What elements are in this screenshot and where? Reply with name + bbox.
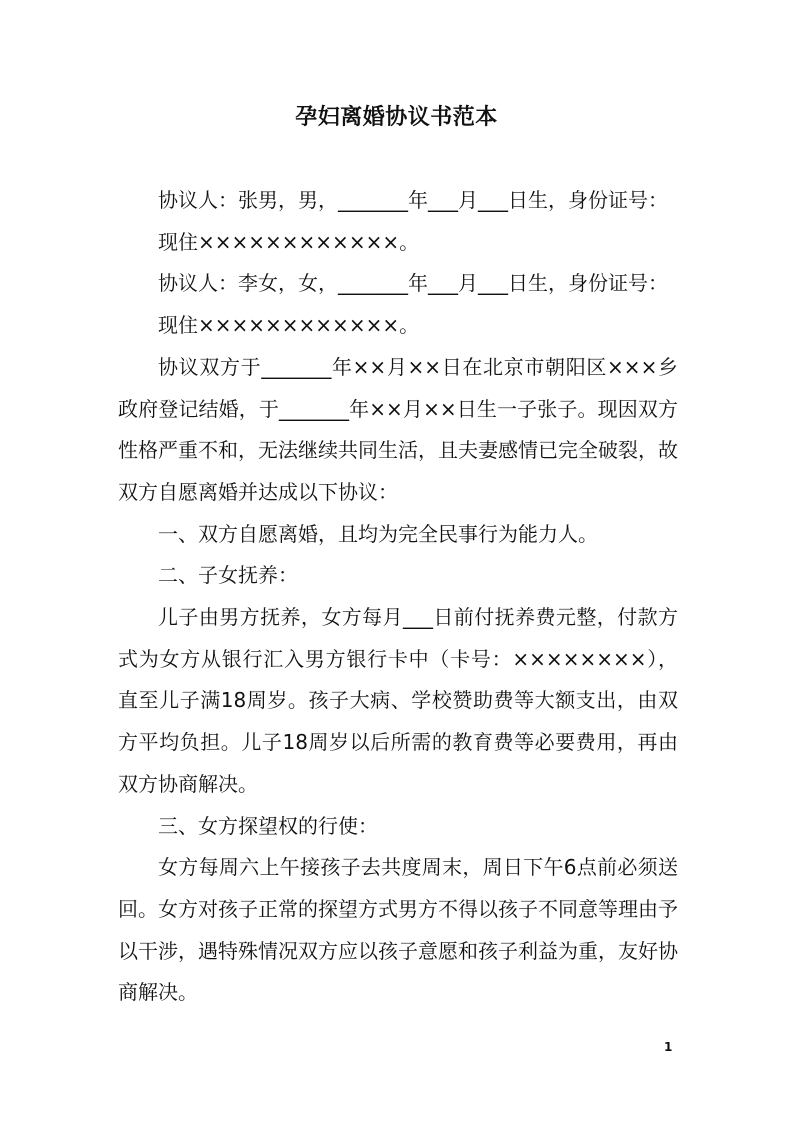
paragraph-party-a: 协议人：张男，男，_______年___月___日生，身份证号： (158, 188, 668, 212)
page-number: 1 (664, 1040, 673, 1054)
paragraph-clause-1: 一、双方自愿离婚，且均为完全民事行为能力人。 (158, 521, 598, 546)
paragraph-child-support: 儿子由男方抚养，女方每月___日前付抚养费元整，付款方式为女方从银行汇入男方银行卡中（卡号：××××××××），直至儿子满18周岁。孩子大病、学校赞助费等大额支出，由双方平均负担。儿子18周岁以后所需的教育费等必要费用，再由双方协商解决。 (118, 605, 678, 796)
paragraph-clause-3-heading: 三、女方探望权的行使： (158, 813, 378, 838)
paragraph-party-a-address: 现住××××××××××××。 (158, 229, 420, 254)
paragraph-background: 协议双方于_______年××月××日在北京市朝阳区×××乡政府登记结婚，于_______年××月××日生一子张子。现因双方性格严重不和，无法继续共同生活，且夫妻感情已完全破裂，故双方自愿离婚并达成以下协议： (118, 354, 678, 504)
paragraph-clause-2-heading: 二、子女抚养： (158, 563, 298, 588)
document-body (118, 180, 678, 1014)
paragraph-party-b-address: 现住××××××××××××。 (158, 313, 420, 338)
paragraph-party-b: 协议人：李女，女，_______年___月___日生，身份证号： (158, 271, 668, 296)
document-title: 孕妇离婚协议书范本 (295, 105, 498, 130)
paragraph-visitation: 女方每周六上午接孩子去共度周末，周日下午6点前必须送回。女方对孩子正常的探望方式男方不得以孩子不同意等理由予以干涉，遇特殊情况双方应以孩子意愿和孩子利益为重，友好协商解决。 (118, 855, 678, 1005)
